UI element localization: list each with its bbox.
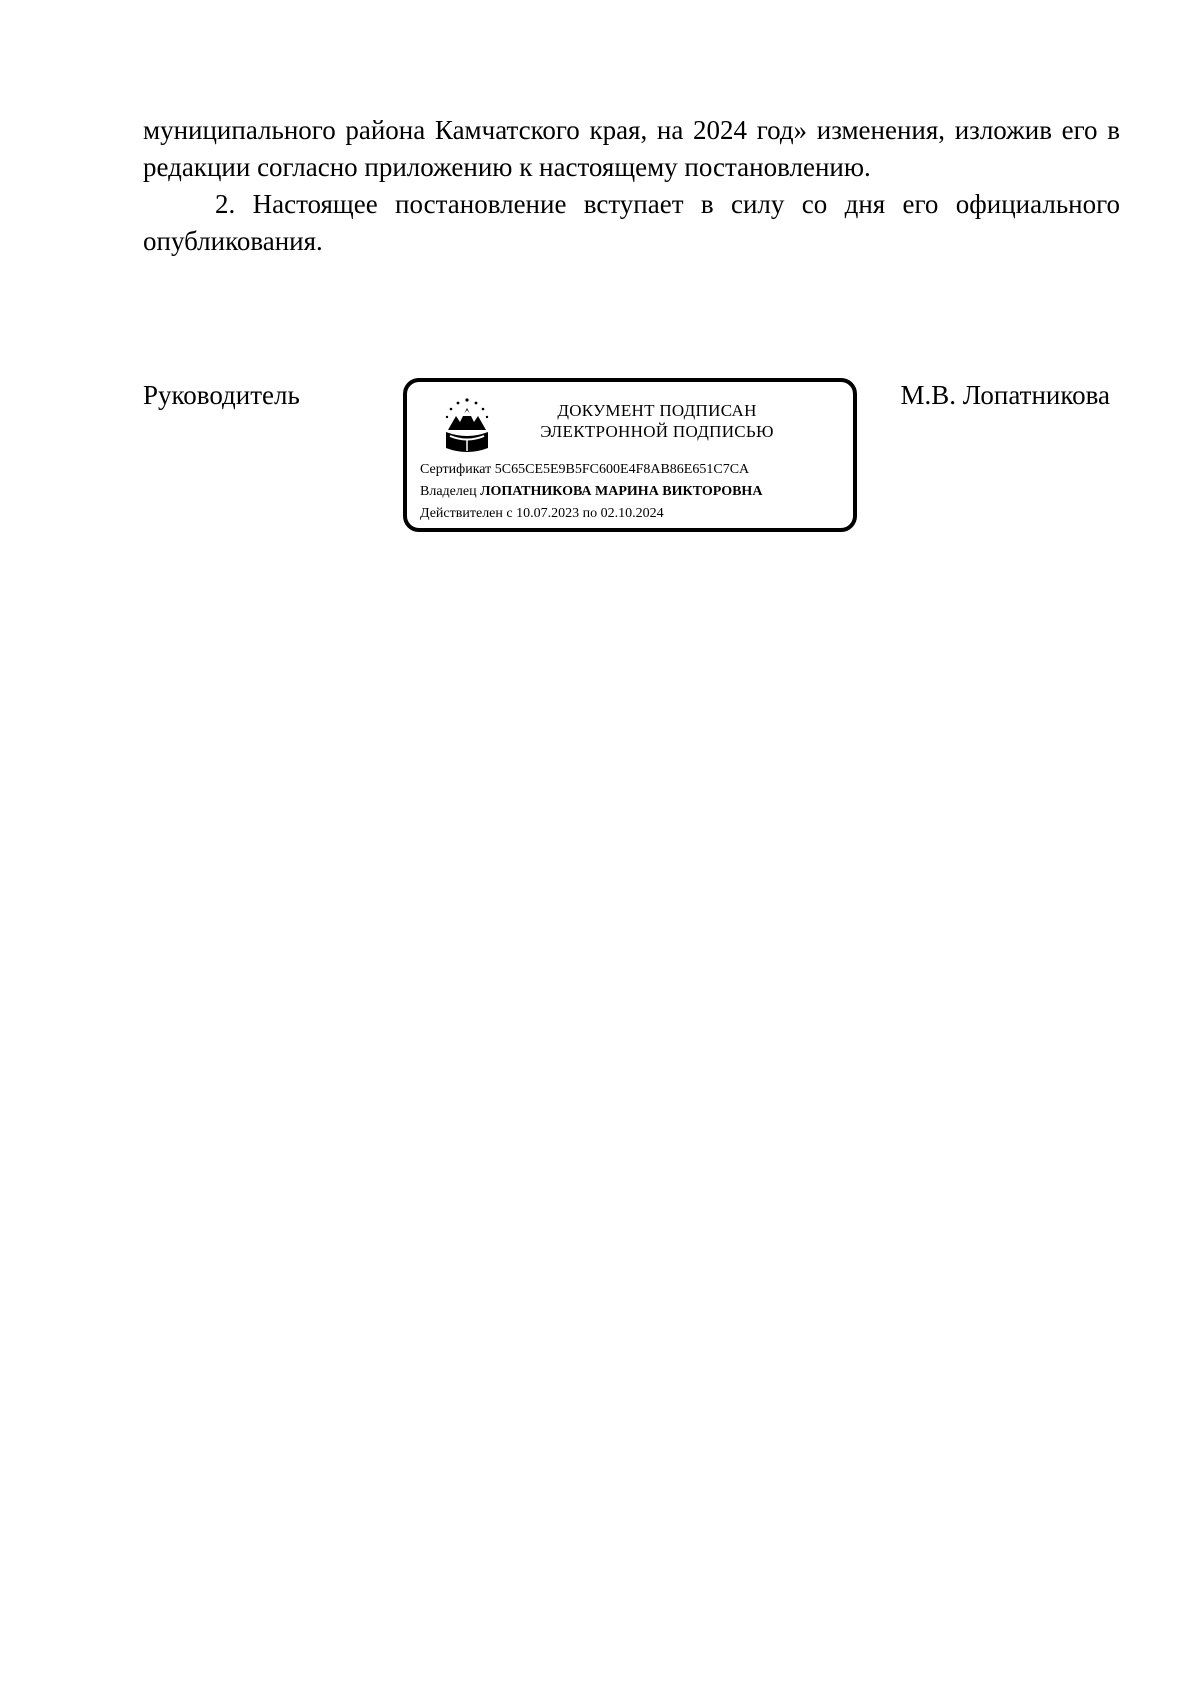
- stamp-heading-line2: ЭЛЕКТРОННОЙ ПОДПИСЬЮ: [540, 422, 774, 441]
- emblem-icon: [442, 396, 492, 456]
- certificate-label: Сертификат: [420, 462, 492, 477]
- certificate-value: 5C65CE5E9B5FC600E4F8AB86E651C7CA: [494, 462, 750, 477]
- valid-from-date: 10.07.2023: [516, 506, 580, 521]
- valid-to-label: по: [582, 506, 598, 521]
- valid-from-label: Действителен с: [420, 506, 513, 521]
- stamp-certificate-line: [420, 461, 749, 479]
- stamp-validity-line: [420, 505, 664, 523]
- owner-value: ЛОПАТНИКОВА МАРИНА ВИКТОРОВНА: [480, 484, 763, 499]
- paragraph-continuation: муниципального района Камчатского края, на 2024 год» изменения, изложив его в редакции согласно приложению к настоящему постановлению.: [143, 115, 1120, 182]
- stamp-heading: [507, 400, 807, 442]
- electronic-signature-stamp: [403, 378, 857, 532]
- stamp-heading-line1: ДОКУМЕНТ ПОДПИСАН: [557, 401, 757, 420]
- body-text: [143, 112, 1120, 260]
- stamp-owner-line: [420, 483, 762, 501]
- owner-label: Владелец: [420, 484, 477, 499]
- signatory-title: Руководитель: [143, 380, 300, 410]
- valid-to-date: 02.10.2024: [600, 506, 664, 521]
- paragraph-2: 2. Настоящее постановление вступает в силу со дня его официального опубликования.: [143, 189, 1120, 256]
- signatory-name: М.В. Лопатникова: [900, 380, 1110, 410]
